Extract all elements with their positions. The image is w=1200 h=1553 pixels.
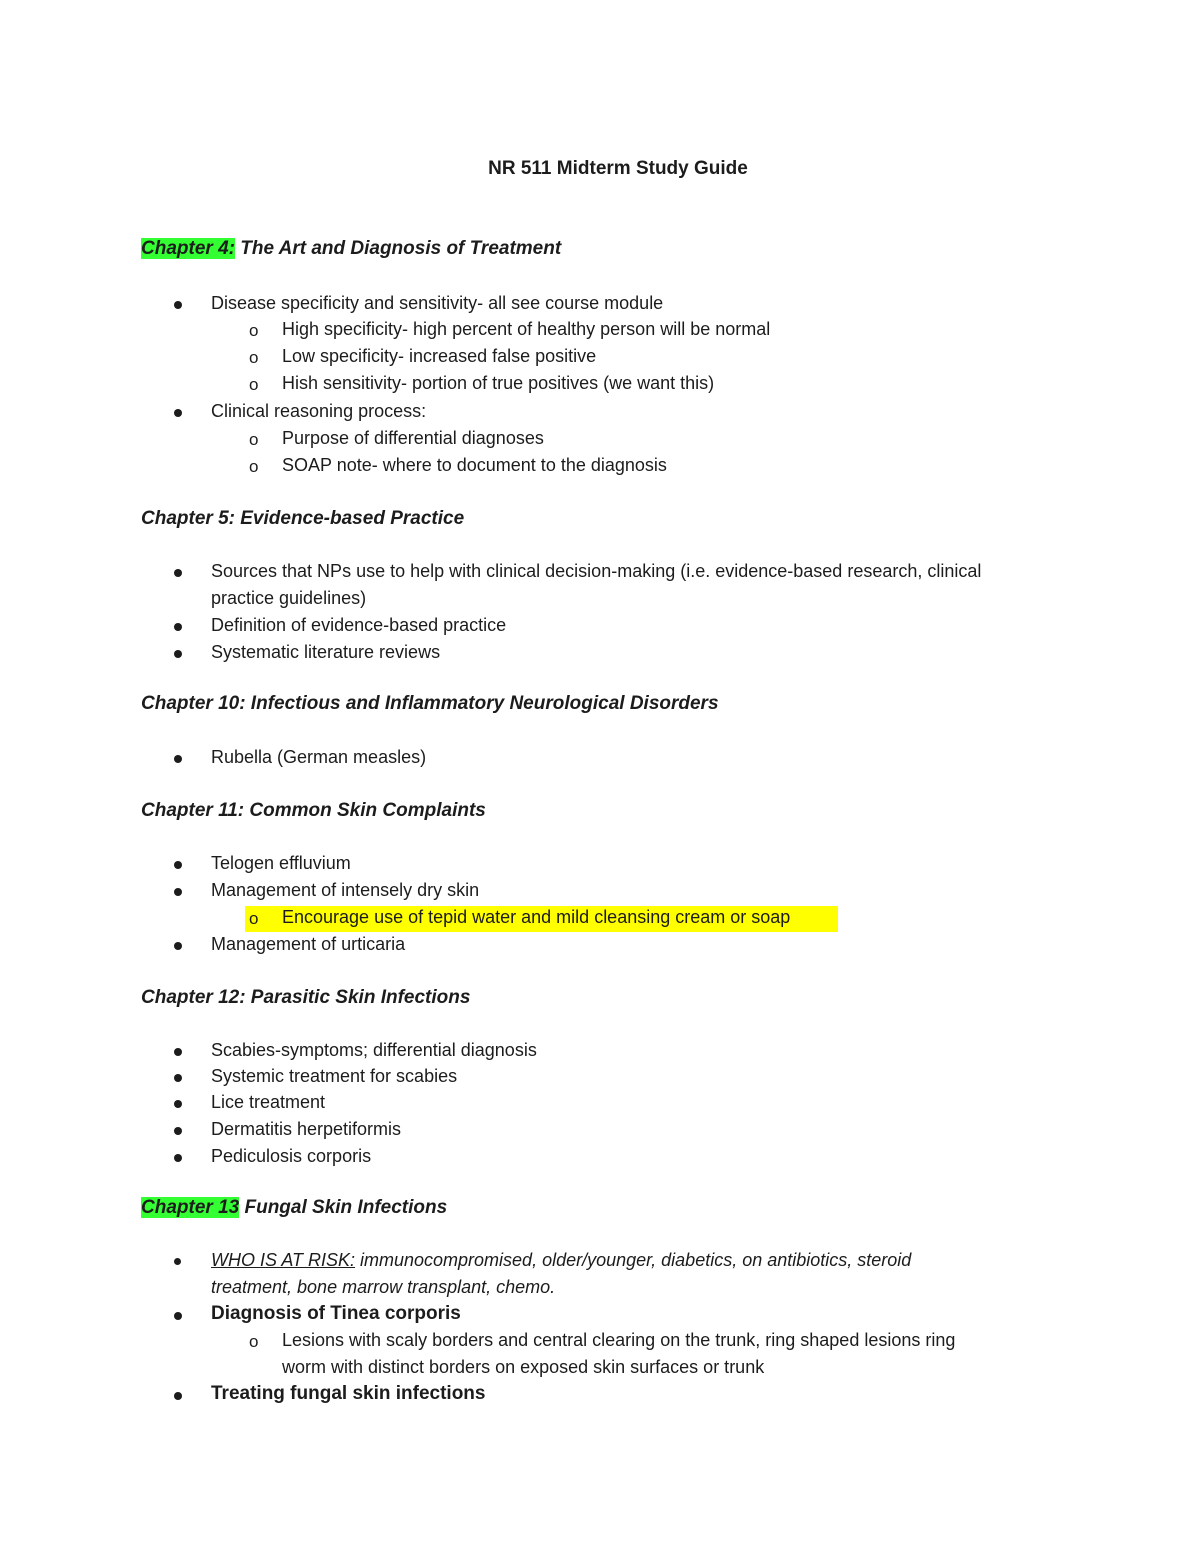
list-item: Telogen effluvium [211, 853, 351, 873]
list-item: Clinical reasoning process: [211, 401, 427, 421]
bullet-icon [174, 861, 182, 869]
bullet-icon [174, 650, 182, 658]
list-item: Management of urticaria [211, 934, 406, 954]
bullet-icon [174, 301, 182, 309]
bullet-icon [174, 1100, 182, 1108]
sub-list-item: High specificity- high percent of healthy person will be normal [282, 319, 771, 339]
list-item: Sources that NPs use to help with clinical decision-making (i.e. evidence-based research, clinical [211, 561, 982, 581]
bullet-icon [174, 623, 182, 631]
list-item: Disease specificity and sensitivity- all see course module [211, 293, 664, 313]
circle-bullet-icon: o [249, 909, 259, 928]
bullet-icon [174, 1392, 182, 1400]
who-is-at-risk-text: immunocompromised, older/younger, diabetics, on antibiotics, steroid [355, 1250, 912, 1270]
circle-bullet-icon: o [249, 375, 259, 394]
sub-list-item: SOAP note- where to document to the diagnosis [282, 455, 667, 475]
bullet-icon [174, 1074, 182, 1082]
chapter-10-heading [141, 693, 719, 715]
list-item: Treating fungal skin infections [211, 1383, 486, 1404]
circle-bullet-icon: o [249, 430, 259, 449]
list-item: Lice treatment [211, 1092, 326, 1112]
chapter-5-title: Evidence-based Practice [234, 508, 465, 529]
bullet-icon [174, 569, 182, 577]
circle-bullet-icon: o [249, 321, 259, 340]
sub-list-item-highlighted: Encourage use of tepid water and mild cleansing cream or soap [282, 907, 791, 927]
list-item: Scabies-symptoms; differential diagnosis [211, 1040, 537, 1060]
bullet-icon [174, 1258, 181, 1265]
list-item: Pediculosis corporis [211, 1146, 372, 1166]
chapter-11-heading [141, 800, 486, 822]
bullet-icon [174, 1048, 182, 1056]
chapter-12-label: Chapter 12: [141, 987, 246, 1008]
chapter-4-heading [141, 238, 561, 260]
list-item-continuation: treatment, bone marrow transplant, chemo. [211, 1277, 556, 1297]
bullet-icon [174, 888, 182, 896]
who-is-at-risk-label: WHO IS AT RISK: [211, 1250, 356, 1270]
list-item: Management of intensely dry skin [211, 880, 480, 900]
chapter-4-title: The Art and Diagnosis of Treatment [234, 238, 562, 259]
chapter-13-title: Fungal Skin Infections [239, 1197, 448, 1218]
sub-list-item: Low specificity- increased false positive [282, 346, 597, 366]
list-item-continuation: practice guidelines) [211, 588, 367, 608]
chapter-11-title: Common Skin Complaints [244, 800, 486, 821]
chapter-4-label: Chapter 4: [141, 238, 235, 259]
bullet-icon [174, 942, 182, 950]
sub-list-item: Lesions with scaly borders and central clearing on the trunk, ring shaped lesions ring [282, 1330, 956, 1350]
bullet-icon [174, 755, 182, 763]
chapter-13-heading [141, 1197, 447, 1219]
bullet-icon [174, 1127, 182, 1135]
circle-bullet-icon: o [249, 1332, 259, 1351]
list-item: Definition of evidence-based practice [211, 615, 507, 635]
list-item: Systematic literature reviews [211, 642, 441, 662]
list-item: Dermatitis herpetiformis [211, 1119, 402, 1139]
chapter-10-title: Infectious and Inflammatory Neurological Disorders [245, 693, 719, 714]
circle-bullet-icon: o [249, 457, 259, 476]
sub-list-item: Hish sensitivity- portion of true positives (we want this) [282, 373, 715, 393]
sub-list-item-continuation: worm with distinct borders on exposed skin surfaces or trunk [282, 1357, 765, 1377]
chapter-5-heading [141, 508, 464, 530]
list-item: Rubella (German measles) [211, 747, 427, 767]
chapter-12-heading [141, 987, 470, 1009]
page-title: NR 511 Midterm Study Guide [488, 158, 748, 179]
list-item [211, 1250, 911, 1271]
circle-bullet-icon: o [249, 348, 259, 367]
chapter-12-title: Parasitic Skin Infections [245, 987, 471, 1008]
chapter-5-label: Chapter 5: [141, 508, 235, 529]
bullet-icon [174, 409, 182, 417]
list-item: Diagnosis of Tinea corporis [211, 1303, 461, 1324]
chapter-11-label: Chapter 11: [141, 800, 245, 821]
list-item: Systemic treatment for scabies [211, 1066, 458, 1086]
bullet-icon [174, 1312, 182, 1320]
chapter-10-label: Chapter 10: [141, 693, 246, 714]
chapter-13-label: Chapter 13 [141, 1197, 240, 1218]
sub-list-item: Purpose of differential diagnoses [282, 428, 544, 448]
bullet-icon [174, 1154, 182, 1162]
